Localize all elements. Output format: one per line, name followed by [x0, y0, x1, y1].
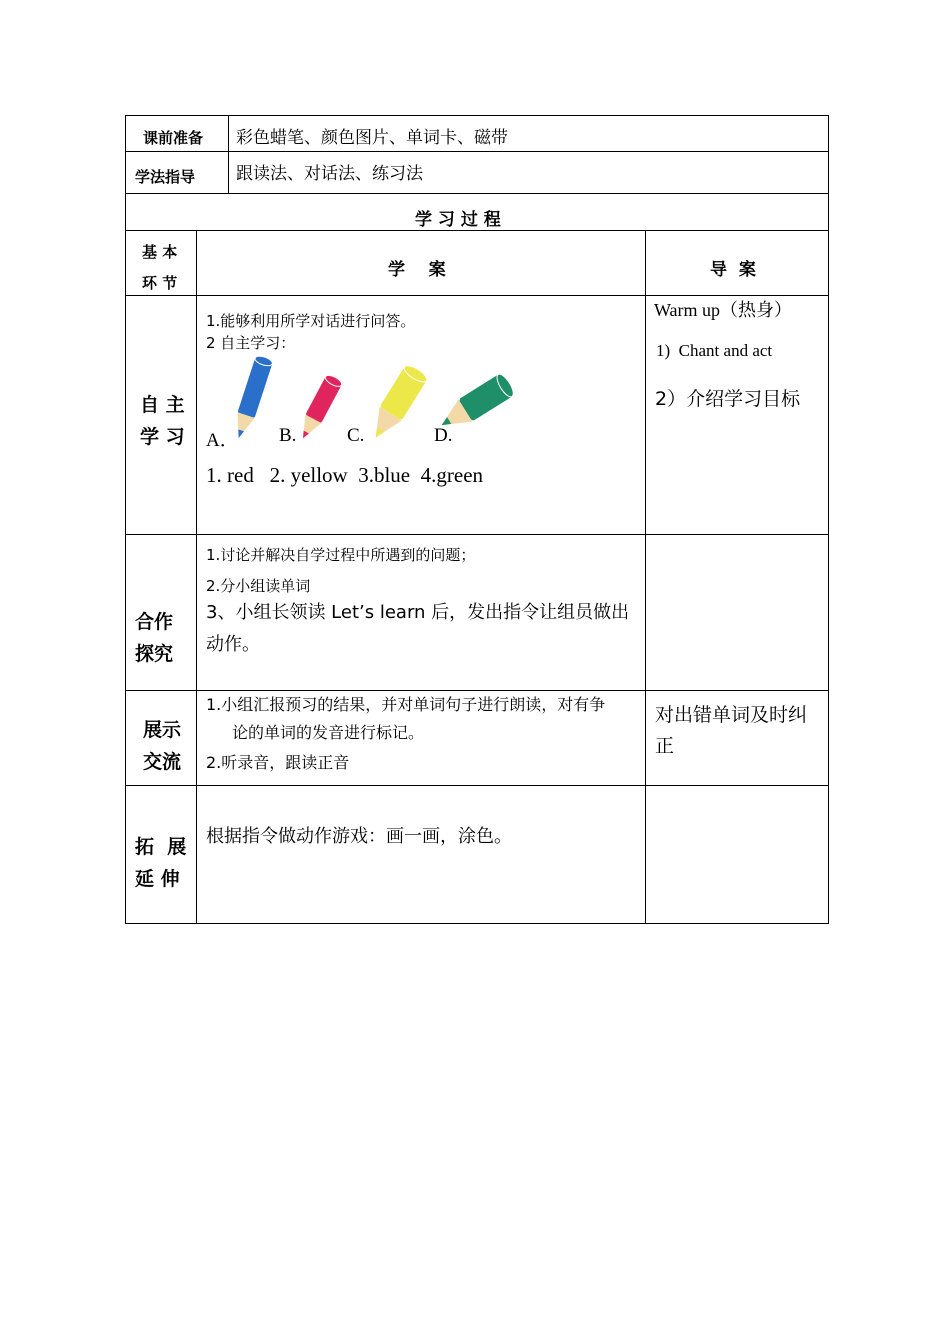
plan-header: 学 案 [388, 260, 446, 280]
pencil-body [238, 357, 273, 418]
guide-warmup: Warm up（热身） [654, 300, 793, 320]
guide-chant: 1) Chant and act [656, 341, 773, 360]
present-item2: 2.听录音，跟读正音 [206, 753, 350, 772]
stage-header-line1: 基 本 [142, 243, 178, 261]
present-label-line2: 交流 [143, 751, 182, 773]
present-guide-line2: 正 [655, 735, 675, 757]
present-guide-line1: 对出错单词及时纠 [655, 704, 808, 726]
present-label-line1: 展示 [143, 719, 182, 741]
yellow-pencil-image [365, 363, 429, 445]
prep-label: 课前准备 [143, 129, 204, 147]
cooperate-item3-line1: 3、小组长领读 Let’s learn 后，发出指令让组员做出 [206, 602, 630, 623]
color-pencil-images [206, 355, 536, 450]
method-label: 学法指导 [135, 168, 196, 186]
present-item1-line2: 论的单词的发音进行标记。 [232, 723, 425, 742]
cooperate-item2: 2.分小组读单词 [206, 577, 311, 595]
option-d: D. [434, 425, 453, 446]
self-study-label-line2: 学 习 [140, 426, 185, 448]
option-a: A． [206, 430, 239, 451]
extend-label-line2: 延 伸 [135, 868, 180, 890]
method-value: 跟读法、对话法、练习法 [236, 164, 423, 184]
option-c: C. [347, 425, 365, 446]
red-pencil-image [295, 373, 343, 442]
self-study-item1: 1.能够利用所学对话进行问答。 [206, 312, 416, 330]
stage-header-line2: 环 节 [142, 274, 178, 292]
extend-item1: 根据指令做动作游戏：画一画，涂色。 [206, 826, 512, 847]
prep-value: 彩色蜡笔、颜色图片、单词卡、磁带 [236, 128, 508, 148]
self-study-item2: 2 自主学习： [206, 334, 296, 352]
extend-label-line1: 拓 展 [135, 836, 187, 858]
cooperate-item1: 1.讨论并解决自学过程中所遇到的问题； [206, 546, 476, 564]
cooperate-label-line1: 合作 [135, 611, 174, 633]
process-title: 学 习 过 程 [415, 210, 501, 230]
color-words: 1. red 2. yellow 3.blue 4.green [206, 463, 484, 487]
option-b: B. [279, 425, 297, 446]
guide-header: 导 案 [710, 260, 756, 280]
present-item1-line1: 1.小组汇报预习的结果，并对单词句子进行朗读，对有争 [206, 695, 606, 714]
cooperate-item3-line2: 动作。 [206, 634, 260, 655]
self-study-label-line1: 自 主 [140, 394, 185, 416]
guide-goals: 2）介绍学习目标 [655, 388, 801, 410]
cooperate-label-line2: 探究 [135, 643, 174, 665]
